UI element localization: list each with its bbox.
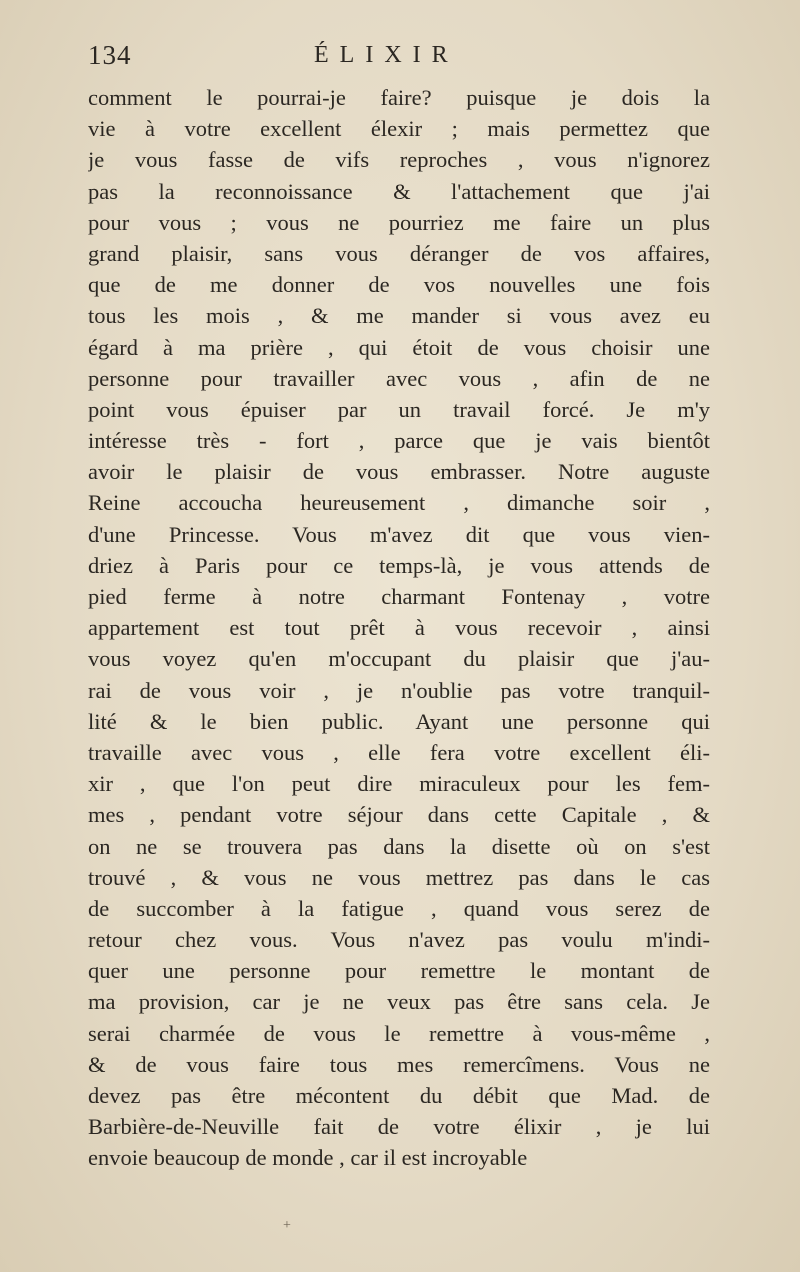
text-line: d'une Princesse. Vous m'avez dit que vous vien-: [88, 521, 710, 547]
text-line: vous voyez qu'en m'occupant du plaisir que j'au-: [88, 646, 710, 672]
text-line: pour vous ; vous ne pourriez me faire un plus: [88, 209, 710, 235]
text-line: de succomber à la fatigue , quand vous serez de: [88, 895, 710, 921]
text-line: comment le pourrai-je faire? puisque je dois la: [88, 85, 710, 110]
text-line: trouvé , & vous ne vous mettrez pas dans le cas: [88, 864, 710, 890]
text-line: mes , pendant votre séjour dans cette Capitale , &: [88, 802, 710, 828]
text-line: point vous épuiser par un travail forcé. Je m'y: [88, 396, 710, 422]
text-line: appartement est tout prêt à vous recevoir , ainsi: [88, 615, 710, 641]
text-line: serai charmée de vous le remettre à vous-même ,: [88, 1020, 710, 1046]
text-line: xir , que l'on peut dire miraculeux pour les fem-: [88, 771, 710, 797]
page-header: [88, 38, 710, 78]
text-line: pas la reconnoissance & l'attachement que j'ai: [88, 178, 710, 204]
text-line: grand plaisir, sans vous déranger de vos affaires,: [88, 240, 710, 266]
printer-mark: +: [283, 1218, 291, 1233]
text-line: Barbière-de-Neuville fait de votre élixir , je lui: [88, 1114, 710, 1140]
running-head: ÉLIXIR: [314, 42, 459, 68]
text-line: égard à ma prière , qui étoit de vous choisir une: [88, 334, 710, 360]
text-line: retour chez vous. Vous n'avez pas voulu m'indi-: [88, 927, 710, 953]
text-line: vie à votre excellent élexir ; mais permettez que: [88, 116, 710, 142]
text-line: on ne se trouvera pas dans la disette où on s'est: [88, 833, 710, 859]
text-line: travaille avec vous , elle fera votre excellent éli-: [88, 739, 710, 765]
text-line: que de me donner de vos nouvelles une fois: [88, 272, 710, 298]
body-text: [88, 82, 710, 1174]
text-line: intéresse très - fort , parce que je vais bientôt: [88, 428, 710, 454]
text-line: & de vous faire tous mes remercîmens. Vous ne: [88, 1051, 710, 1077]
text-line: quer une personne pour remettre le montant de: [88, 958, 710, 984]
text-line: Reine accoucha heureusement , dimanche soir ,: [88, 490, 710, 516]
text-line: tous les mois , & me mander si vous avez eu: [88, 303, 710, 329]
page-number: 134: [88, 40, 132, 70]
text-line: ma provision, car je ne veux pas être sans cela. Je: [88, 989, 710, 1015]
text-line: avoir le plaisir de vous embrasser. Notre auguste: [88, 459, 710, 485]
text-line: devez pas être mécontent du débit que Mad. de: [88, 1083, 710, 1108]
text-line: rai de vous voir , je n'oublie pas votre tranquil-: [88, 677, 710, 703]
text-line: lité & le bien public. Ayant une personne qui: [88, 708, 710, 734]
text-line: personne pour travailler avec vous , afin de ne: [88, 365, 710, 391]
text-line: driez à Paris pour ce temps-là, je vous attends de: [88, 552, 710, 578]
text-line: pied ferme à notre charmant Fontenay , votre: [88, 584, 710, 609]
text-line: je vous fasse de vifs reproches , vous n'ignorez: [88, 147, 710, 173]
text-line: envoie beaucoup de monde , car il est incroyable: [88, 1145, 528, 1171]
